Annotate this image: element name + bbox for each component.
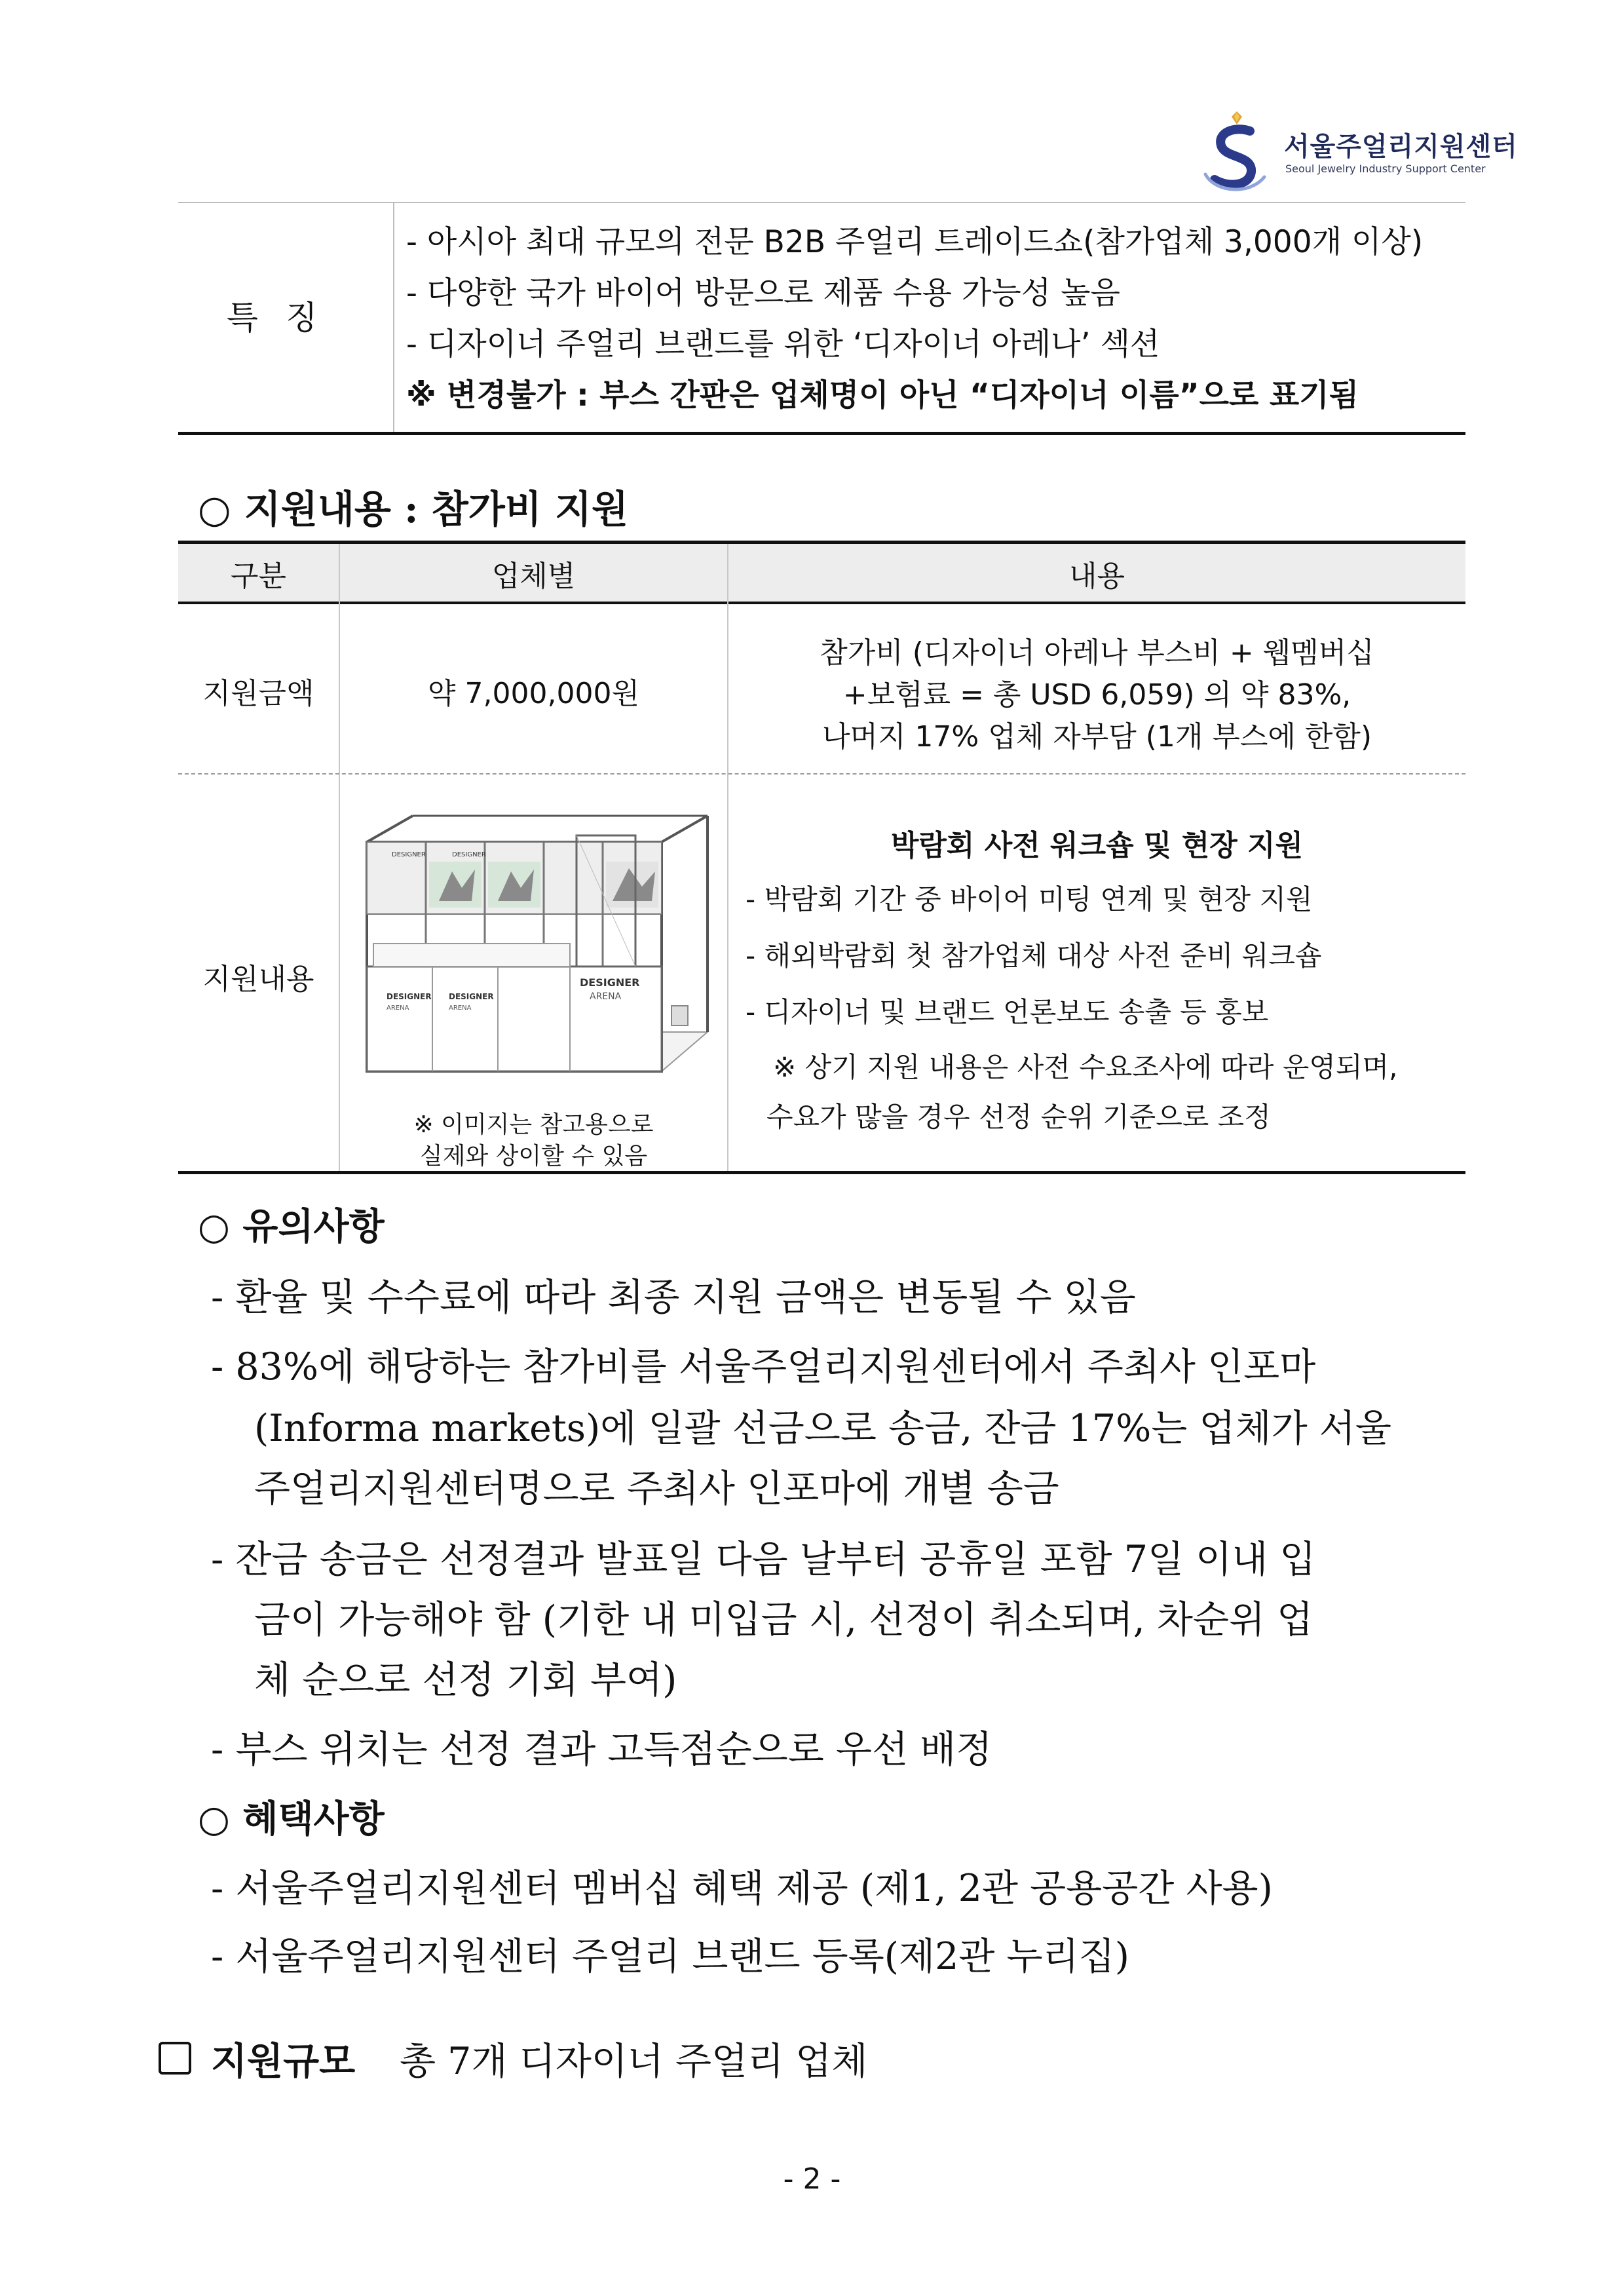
row-support-title: 박람회 사전 워크숍 및 현장 지원 (890, 829, 1304, 862)
row-amount-content-2: +보험료 = 총 USD 6,059) 의 약 83%, (842, 678, 1351, 712)
notes-line-6: 금이 가능해야 함 (기한 내 미입금 시, 선정이 취소되며, 차순위 업 (254, 1598, 1313, 1641)
booth-sign-1-sub: ARENA (387, 1004, 409, 1012)
booth-sign-top-2: DESIGNER (452, 851, 486, 858)
support-table-row-divider (178, 773, 1465, 775)
notes-line-5: - 잔금 송금은 선정결과 발표일 다음 날부터 공휴일 포함 7일 이내 입 (211, 1538, 1316, 1581)
scale-label: 지원규모 (211, 2039, 356, 2083)
row-amount-content-1: 참가비 (디자이너 아레나 부스비 + 웹멤버십 (820, 636, 1374, 670)
feature-notice: ※ 변경불가 : 부스 간판은 업체명이 아닌 “디자이너 이름”으로 표기됨 (406, 377, 1359, 413)
row-support-item-1: - 박람회 기간 중 바이어 미팅 연계 및 현장 지원 (746, 883, 1313, 915)
row-amount-category: 지원금액 (202, 677, 314, 710)
benefits-heading: ○ 혜택사항 (198, 1797, 385, 1841)
row-support-item-3: - 디자이너 및 브랜드 언론보도 송출 등 홍보 (746, 996, 1269, 1028)
notes-line-3: (Informa markets)에 일괄 선금으로 송금, 잔금 17%는 업체가 서울 (254, 1407, 1391, 1450)
feature-line-1: - 아시아 최대 규모의 전문 B2B 주얼리 트레이드쇼(참가업체 3,000개 이상) (406, 224, 1424, 260)
page-number: - 2 - (783, 2162, 841, 2196)
notes-line-4: 주얼리지원센터명으로 주최사 인포마에 개별 송금 (254, 1467, 1059, 1510)
feature-table-bottom-rule (178, 432, 1465, 435)
booth-illustration (354, 809, 714, 1098)
booth-sign-top-1: DESIGNER (392, 851, 426, 858)
checkbox-square-icon (159, 2042, 191, 2075)
row-amount-value: 약 7,000,000원 (428, 677, 639, 710)
benefits-line-2: - 서울주얼리지원센터 주얼리 브랜드 등록(제2관 누리집) (211, 1935, 1129, 1978)
booth-sign-2-sub: ARENA (449, 1004, 472, 1012)
feature-line-3: - 디자이너 주얼리 브랜드를 위한 ‘디자이너 아레나’ 섹션 (406, 326, 1160, 362)
header-content: 내용 (1068, 560, 1125, 593)
booth-sign-2: DESIGNER (449, 992, 494, 1001)
support-table-top-rule (178, 541, 1465, 544)
image-note-1: ※ 이미지는 참고용으로 (413, 1111, 654, 1138)
logo-title: 서울주얼리지원센터 (1284, 132, 1518, 162)
row-support-note-2: 수요가 많을 경우 선정 순위 기준으로 조정 (766, 1101, 1271, 1133)
notes-heading: ○ 유의사항 (198, 1205, 385, 1248)
image-note-2: 실제와 상이할 수 있음 (419, 1143, 648, 1170)
support-table-header-rule (178, 602, 1465, 604)
booth-sign-3: DESIGNER (580, 976, 640, 989)
notes-line-7: 체 순으로 선정 기회 부여) (254, 1658, 677, 1702)
notes-line-1: - 환율 및 수수료에 따라 최종 지원 금액은 변동될 수 있음 (211, 1276, 1136, 1319)
row-amount-content-3: 나머지 17% 업체 자부담 (1개 부스에 한함) (821, 720, 1372, 754)
support-table-bottom-rule (178, 1171, 1465, 1174)
notes-line-2: - 83%에 해당하는 참가비를 서울주얼리지원센터에서 주최사 인포마 (211, 1345, 1316, 1388)
header-category: 구분 (230, 560, 286, 593)
row-support-note-1: ※ 상기 지원 내용은 사전 수요조사에 따라 운영되며, (773, 1051, 1398, 1083)
scale-text: 총 7개 디자이너 주얼리 업체 (400, 2040, 868, 2083)
support-heading: ○ 지원내용 : 참가비 지원 (198, 487, 629, 531)
logo-mark-icon (1199, 111, 1274, 197)
center-logo (1199, 111, 1518, 197)
feature-table-top-rule (178, 202, 1465, 203)
feature-table-divider (393, 203, 394, 432)
notes-line-8: - 부스 위치는 선정 결과 고득점순으로 우선 배정 (211, 1728, 992, 1771)
row-support-category: 지원내용 (202, 963, 314, 996)
benefits-line-1: - 서울주얼리지원센터 멤버십 혜택 제공 (제1, 2관 공용공간 사용) (211, 1867, 1273, 1910)
header-per-company: 업체별 (491, 560, 576, 593)
feature-line-2: - 다양한 국가 바이어 방문으로 제품 수용 가능성 높음 (406, 275, 1120, 311)
row-support-item-2: - 해외박람회 첫 참가업체 대상 사전 준비 워크숍 (746, 940, 1322, 972)
logo-subtitle: Seoul Jewelry Industry Support Center (1285, 163, 1486, 175)
booth-sign-3-sub: ARENA (590, 991, 622, 1002)
booth-sign-1: DESIGNER (387, 992, 432, 1001)
support-table-col-divider-1 (339, 544, 340, 1171)
feature-label: 특징 (226, 299, 345, 337)
